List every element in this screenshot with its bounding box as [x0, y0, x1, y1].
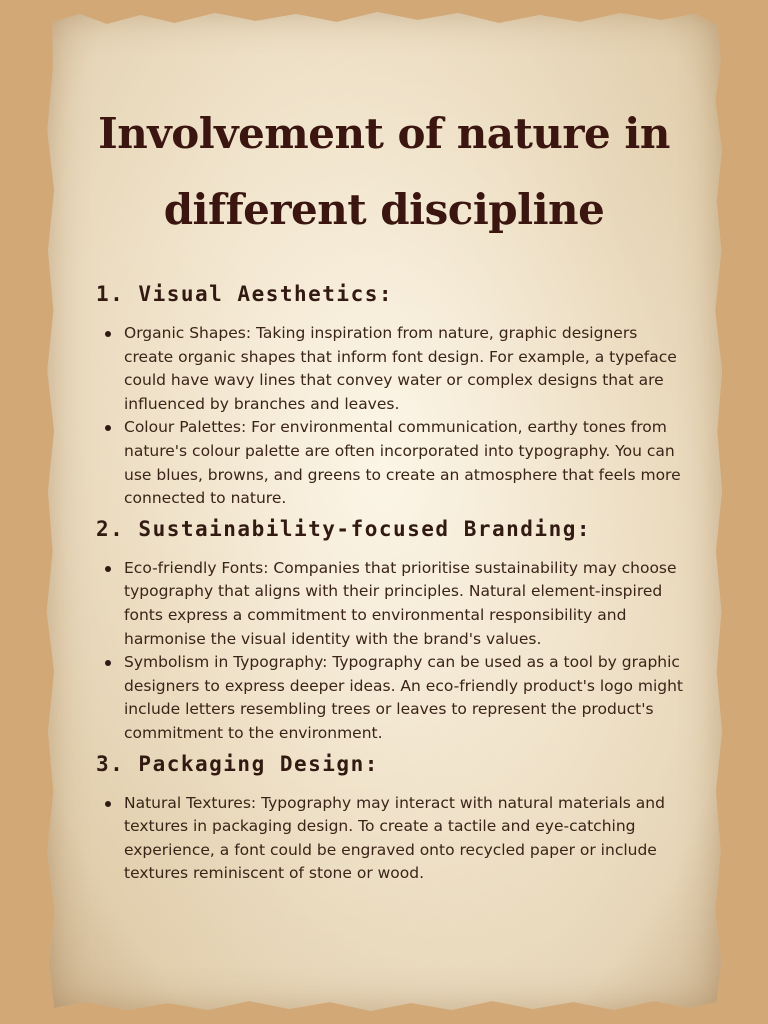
list-item: Natural Textures: Typography may interact with natural materials and textures in packaging design. To create a tactile and eye-catching experience, a font could be engraved onto recycled paper or include textures reminiscent of stone or wood. [96, 792, 686, 886]
list-item: Colour Palettes: For environmental communication, earthy tones from nature's colour palette are often incorporated into typography. You can use blues, browns, and greens to create an atmosphere that feels more connected to nature. [96, 416, 686, 510]
title-line-2: different discipline [163, 185, 605, 234]
section-visual-aesthetics [96, 282, 686, 511]
title-line-1: Involvement of nature in [98, 109, 670, 158]
bullet-list [96, 792, 686, 886]
section-heading: 1. Visual Aesthetics: [96, 282, 394, 306]
content-body [96, 282, 686, 894]
section-heading: 3. Packaging Design: [96, 751, 379, 776]
list-item: Organic Shapes: Taking inspiration from nature, graphic designers create organic shapes that inform font design. For example, a typeface could have wavy lines that convey water or complex designs that are influenced by branches and leaves. [96, 322, 686, 416]
section-packaging-design [96, 752, 686, 886]
section-heading: 2. Sustainability-focused Branding: [96, 516, 592, 541]
bullet-list [96, 322, 686, 511]
list-item: Symbolism in Typography: Typography can be used as a tool by graphic designers to express deeper ideas. An eco-friendly product's logo might include letters resembling trees or leaves to represent the product's commitment to the environment. [96, 651, 686, 745]
list-item: Eco-friendly Fonts: Companies that prioritise sustainability may choose typography that aligns with their principles. Natural element-inspired fonts express a commitment to environmental responsibility and harmonise the visual identity with the brand's values. [96, 557, 686, 651]
page-title [46, 96, 722, 248]
section-sustainability-branding [96, 517, 686, 746]
bullet-list [96, 557, 686, 746]
